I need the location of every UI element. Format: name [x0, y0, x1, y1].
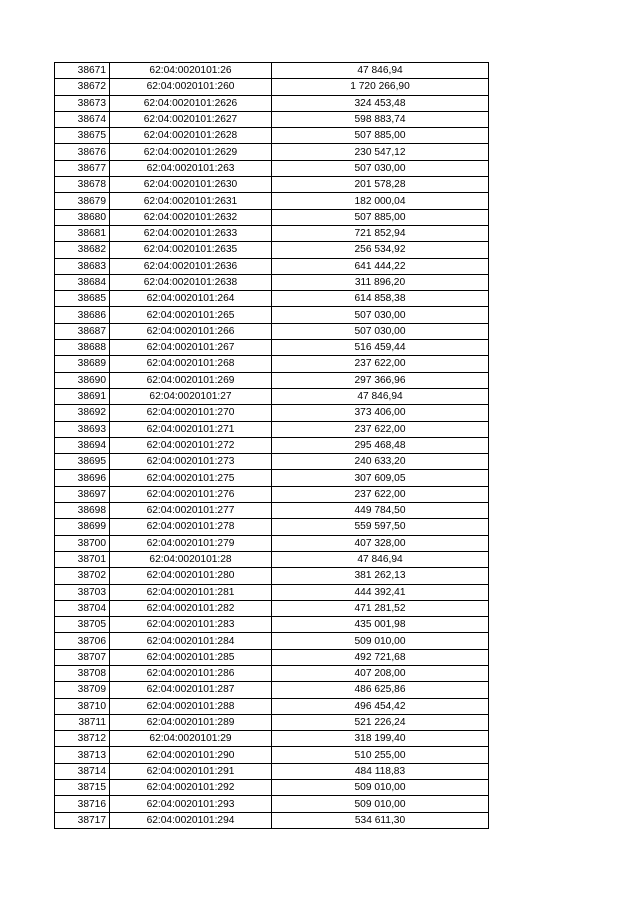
table-row	[55, 714, 489, 730]
row-number-cell: 38691	[55, 388, 110, 404]
cadastral-value-cell: 598 883,74	[272, 111, 489, 127]
cadastral-value-cell: 297 366,96	[272, 372, 489, 388]
cadastral-value-table	[54, 62, 489, 829]
row-number-cell: 38677	[55, 160, 110, 176]
row-number-cell: 38697	[55, 486, 110, 502]
cadastral-number-cell: 62:04:0020101:270	[110, 405, 272, 421]
row-number-cell: 38695	[55, 454, 110, 470]
cadastral-number-cell: 62:04:0020101:2630	[110, 177, 272, 193]
cadastral-number-cell: 62:04:0020101:281	[110, 584, 272, 600]
cadastral-number-cell: 62:04:0020101:268	[110, 356, 272, 372]
cadastral-number-cell: 62:04:0020101:282	[110, 600, 272, 616]
cadastral-number-cell: 62:04:0020101:2631	[110, 193, 272, 209]
row-number-cell: 38709	[55, 682, 110, 698]
cadastral-number-cell: 62:04:0020101:265	[110, 307, 272, 323]
cadastral-number-cell: 62:04:0020101:290	[110, 747, 272, 763]
row-number-cell: 38702	[55, 568, 110, 584]
table-row	[55, 63, 489, 79]
cadastral-value-cell: 295 468,48	[272, 437, 489, 453]
cadastral-number-cell: 62:04:0020101:284	[110, 633, 272, 649]
cadastral-value-cell: 449 784,50	[272, 503, 489, 519]
table-row	[55, 503, 489, 519]
cadastral-value-cell: 510 255,00	[272, 747, 489, 763]
cadastral-value-cell: 381 262,13	[272, 568, 489, 584]
cadastral-number-cell: 62:04:0020101:287	[110, 682, 272, 698]
cadastral-number-cell: 62:04:0020101:288	[110, 698, 272, 714]
cadastral-number-cell: 62:04:0020101:292	[110, 780, 272, 796]
row-number-cell: 38693	[55, 421, 110, 437]
row-number-cell: 38688	[55, 340, 110, 356]
table-row	[55, 209, 489, 225]
cadastral-value-cell: 614 858,38	[272, 291, 489, 307]
table-row	[55, 698, 489, 714]
row-number-cell: 38699	[55, 519, 110, 535]
cadastral-number-cell: 62:04:0020101:293	[110, 796, 272, 812]
cadastral-number-cell: 62:04:0020101:2638	[110, 274, 272, 290]
table-row	[55, 225, 489, 241]
table-row	[55, 421, 489, 437]
cadastral-value-cell: 492 721,68	[272, 649, 489, 665]
row-number-cell: 38683	[55, 258, 110, 274]
cadastral-number-cell: 62:04:0020101:260	[110, 79, 272, 95]
table-row	[55, 780, 489, 796]
row-number-cell: 38705	[55, 617, 110, 633]
cadastral-value-cell: 47 846,94	[272, 388, 489, 404]
cadastral-value-cell: 486 625,86	[272, 682, 489, 698]
cadastral-value-cell: 201 578,28	[272, 177, 489, 193]
table-row	[55, 307, 489, 323]
cadastral-value-cell: 507 030,00	[272, 323, 489, 339]
cadastral-number-cell: 62:04:0020101:2628	[110, 128, 272, 144]
table-row	[55, 405, 489, 421]
cadastral-number-cell: 62:04:0020101:283	[110, 617, 272, 633]
row-number-cell: 38684	[55, 274, 110, 290]
table-row	[55, 291, 489, 307]
cadastral-value-cell: 407 328,00	[272, 535, 489, 551]
cadastral-value-cell: 507 030,00	[272, 160, 489, 176]
cadastral-number-cell: 62:04:0020101:275	[110, 470, 272, 486]
row-number-cell: 38687	[55, 323, 110, 339]
cadastral-number-cell: 62:04:0020101:291	[110, 763, 272, 779]
table-row	[55, 812, 489, 828]
cadastral-value-cell: 324 453,48	[272, 95, 489, 111]
cadastral-value-cell: 256 534,92	[272, 242, 489, 258]
cadastral-number-cell: 62:04:0020101:2636	[110, 258, 272, 274]
cadastral-number-cell: 62:04:0020101:277	[110, 503, 272, 519]
table-row	[55, 763, 489, 779]
row-number-cell: 38713	[55, 747, 110, 763]
row-number-cell: 38714	[55, 763, 110, 779]
table-row	[55, 242, 489, 258]
cadastral-number-cell: 62:04:0020101:269	[110, 372, 272, 388]
table-row	[55, 584, 489, 600]
cadastral-number-cell: 62:04:0020101:29	[110, 731, 272, 747]
cadastral-value-cell: 435 001,98	[272, 617, 489, 633]
cadastral-value-cell: 237 622,00	[272, 421, 489, 437]
cadastral-value-cell: 521 226,24	[272, 714, 489, 730]
row-number-cell: 38696	[55, 470, 110, 486]
table-row	[55, 356, 489, 372]
cadastral-number-cell: 62:04:0020101:271	[110, 421, 272, 437]
cadastral-value-cell: 318 199,40	[272, 731, 489, 747]
cadastral-number-cell: 62:04:0020101:263	[110, 160, 272, 176]
cadastral-value-cell: 182 000,04	[272, 193, 489, 209]
table-row	[55, 535, 489, 551]
cadastral-number-cell: 62:04:0020101:289	[110, 714, 272, 730]
cadastral-value-cell: 509 010,00	[272, 780, 489, 796]
row-number-cell: 38682	[55, 242, 110, 258]
cadastral-value-cell: 509 010,00	[272, 633, 489, 649]
row-number-cell: 38681	[55, 225, 110, 241]
row-number-cell: 38679	[55, 193, 110, 209]
cadastral-number-cell: 62:04:0020101:294	[110, 812, 272, 828]
cadastral-value-cell: 407 208,00	[272, 665, 489, 681]
table-row	[55, 731, 489, 747]
cadastral-number-cell: 62:04:0020101:26	[110, 63, 272, 79]
row-number-cell: 38680	[55, 209, 110, 225]
cadastral-value-cell: 1 720 266,90	[272, 79, 489, 95]
table-row	[55, 274, 489, 290]
cadastral-number-cell: 62:04:0020101:285	[110, 649, 272, 665]
table-row	[55, 79, 489, 95]
table-row	[55, 600, 489, 616]
row-number-cell: 38675	[55, 128, 110, 144]
table-row	[55, 372, 489, 388]
table-row	[55, 160, 489, 176]
table-row	[55, 340, 489, 356]
row-number-cell: 38673	[55, 95, 110, 111]
table-row	[55, 649, 489, 665]
cadastral-number-cell: 62:04:0020101:2627	[110, 111, 272, 127]
row-number-cell: 38700	[55, 535, 110, 551]
row-number-cell: 38708	[55, 665, 110, 681]
table-row	[55, 111, 489, 127]
cadastral-number-cell: 62:04:0020101:266	[110, 323, 272, 339]
cadastral-value-cell: 47 846,94	[272, 63, 489, 79]
table-row	[55, 486, 489, 502]
row-number-cell: 38707	[55, 649, 110, 665]
cadastral-value-cell: 311 896,20	[272, 274, 489, 290]
cadastral-number-cell: 62:04:0020101:264	[110, 291, 272, 307]
table-row	[55, 665, 489, 681]
cadastral-number-cell: 62:04:0020101:286	[110, 665, 272, 681]
cadastral-value-cell: 721 852,94	[272, 225, 489, 241]
table-row	[55, 388, 489, 404]
cadastral-number-cell: 62:04:0020101:2633	[110, 225, 272, 241]
cadastral-value-cell: 641 444,22	[272, 258, 489, 274]
cadastral-number-cell: 62:04:0020101:276	[110, 486, 272, 502]
row-number-cell: 38672	[55, 79, 110, 95]
cadastral-number-cell: 62:04:0020101:2635	[110, 242, 272, 258]
row-number-cell: 38703	[55, 584, 110, 600]
cadastral-number-cell: 62:04:0020101:273	[110, 454, 272, 470]
row-number-cell: 38716	[55, 796, 110, 812]
cadastral-value-cell: 444 392,41	[272, 584, 489, 600]
table-row	[55, 128, 489, 144]
cadastral-value-cell: 534 611,30	[272, 812, 489, 828]
row-number-cell: 38704	[55, 600, 110, 616]
cadastral-value-cell: 496 454,42	[272, 698, 489, 714]
table-row	[55, 633, 489, 649]
row-number-cell: 38701	[55, 551, 110, 567]
table-row	[55, 177, 489, 193]
row-number-cell: 38689	[55, 356, 110, 372]
cadastral-value-cell: 47 846,94	[272, 551, 489, 567]
cadastral-number-cell: 62:04:0020101:2629	[110, 144, 272, 160]
cadastral-value-cell: 307 609,05	[272, 470, 489, 486]
table-row	[55, 519, 489, 535]
cadastral-number-cell: 62:04:0020101:28	[110, 551, 272, 567]
row-number-cell: 38711	[55, 714, 110, 730]
cadastral-value-cell: 509 010,00	[272, 796, 489, 812]
row-number-cell: 38712	[55, 731, 110, 747]
cadastral-value-cell: 237 622,00	[272, 356, 489, 372]
cadastral-value-cell: 507 885,00	[272, 128, 489, 144]
cadastral-value-cell: 516 459,44	[272, 340, 489, 356]
cadastral-value-cell: 230 547,12	[272, 144, 489, 160]
cadastral-number-cell: 62:04:0020101:272	[110, 437, 272, 453]
row-number-cell: 38692	[55, 405, 110, 421]
row-number-cell: 38676	[55, 144, 110, 160]
table-row	[55, 747, 489, 763]
cadastral-number-cell: 62:04:0020101:27	[110, 388, 272, 404]
table-row	[55, 437, 489, 453]
row-number-cell: 38685	[55, 291, 110, 307]
row-number-cell: 38698	[55, 503, 110, 519]
row-number-cell: 38686	[55, 307, 110, 323]
table-row	[55, 796, 489, 812]
cadastral-value-cell: 559 597,50	[272, 519, 489, 535]
cadastral-value-cell: 484 118,83	[272, 763, 489, 779]
row-number-cell: 38690	[55, 372, 110, 388]
row-number-cell: 38710	[55, 698, 110, 714]
cadastral-value-cell: 507 885,00	[272, 209, 489, 225]
table-body	[55, 63, 489, 829]
table-row	[55, 617, 489, 633]
row-number-cell: 38717	[55, 812, 110, 828]
row-number-cell: 38694	[55, 437, 110, 453]
cadastral-value-cell: 240 633,20	[272, 454, 489, 470]
table-row	[55, 454, 489, 470]
cadastral-number-cell: 62:04:0020101:278	[110, 519, 272, 535]
table-row	[55, 193, 489, 209]
cadastral-value-cell: 471 281,52	[272, 600, 489, 616]
table-row	[55, 95, 489, 111]
table-row	[55, 258, 489, 274]
row-number-cell: 38674	[55, 111, 110, 127]
cadastral-number-cell: 62:04:0020101:2626	[110, 95, 272, 111]
table-row	[55, 682, 489, 698]
table-row	[55, 551, 489, 567]
cadastral-value-cell: 373 406,00	[272, 405, 489, 421]
cadastral-number-cell: 62:04:0020101:280	[110, 568, 272, 584]
table-row	[55, 144, 489, 160]
cadastral-number-cell: 62:04:0020101:279	[110, 535, 272, 551]
row-number-cell: 38671	[55, 63, 110, 79]
row-number-cell: 38678	[55, 177, 110, 193]
table-row	[55, 568, 489, 584]
cadastral-value-cell: 237 622,00	[272, 486, 489, 502]
table-row	[55, 470, 489, 486]
cadastral-number-cell: 62:04:0020101:267	[110, 340, 272, 356]
row-number-cell: 38706	[55, 633, 110, 649]
row-number-cell: 38715	[55, 780, 110, 796]
cadastral-number-cell: 62:04:0020101:2632	[110, 209, 272, 225]
cadastral-value-cell: 507 030,00	[272, 307, 489, 323]
table-row	[55, 323, 489, 339]
